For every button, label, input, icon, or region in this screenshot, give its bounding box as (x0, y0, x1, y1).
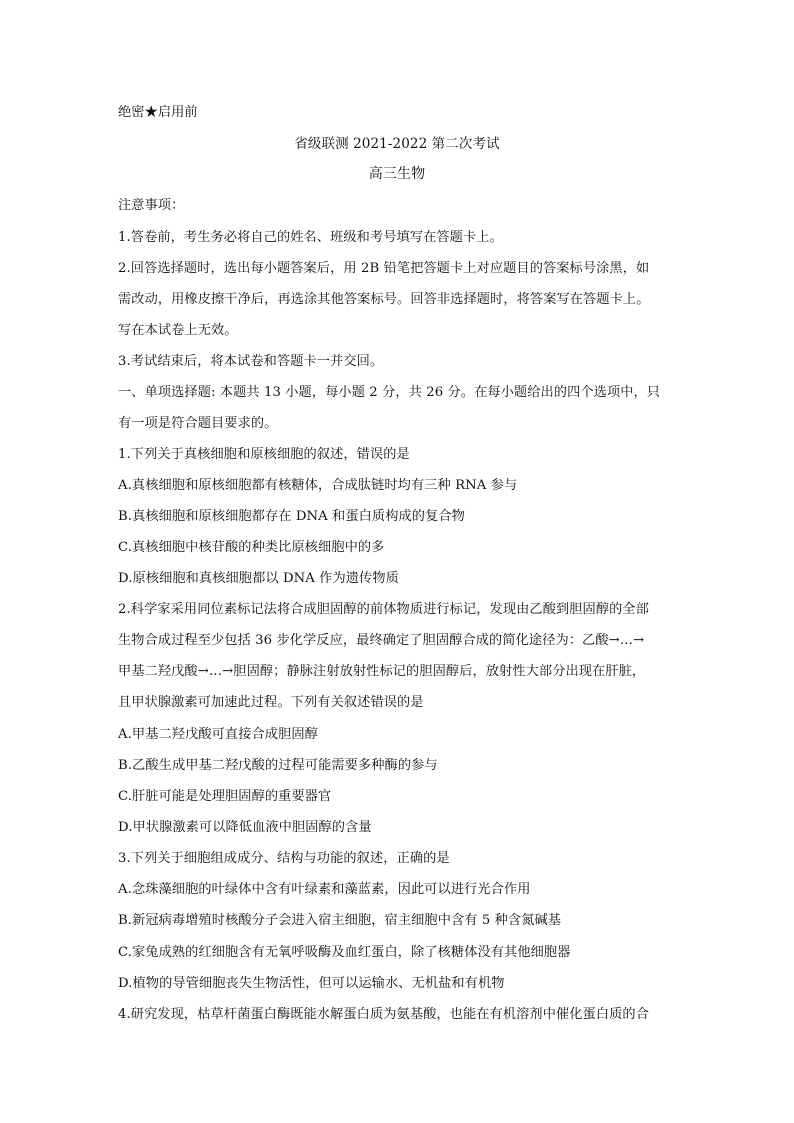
question-2-stem-line-4: 且甲状腺激素可加速此过程。下列有关叙述错误的是 (118, 695, 424, 710)
notice-item-2-line-3: 写在本试卷上无效。 (118, 323, 238, 338)
question-3-stem: 3.下列关于细胞组成成分、结构与功能的叙述，正确的是 (118, 851, 450, 866)
confidential-label: 绝密★启用前 (118, 105, 198, 120)
question-3-option-b: B.新冠病毒增殖时核酸分子会进入宿主细胞，宿主细胞中含有 5 种含氮碱基 (118, 913, 562, 928)
question-1-option-d: D.原核细胞和真核细胞都以 DNA 作为遗传物质 (118, 571, 399, 586)
section-intro-line-1: 一、单项选择题: 本题共 13 小题，每小题 2 分，共 26 分。在每小题给出的四个选项中，只 (118, 385, 661, 400)
question-1-option-a: A.真核细胞和原核细胞都有核糖体，合成肽链时均有三种 RNA 参与 (118, 478, 518, 493)
question-3-option-a: A.念珠藻细胞的叶绿体中含有叶绿素和藻蓝素，因此可以进行光合作用 (118, 882, 531, 897)
question-2-option-c: C.肝脏可能是处理胆固醇的重要器官 (118, 789, 332, 804)
notice-heading: 注意事项： (118, 198, 185, 213)
question-2-stem-line-3: 甲基二羟戊酸→…→胆固醇；静脉注射放射性标记的胆固醇后，放射性大部分出现在肝脏， (118, 664, 646, 679)
question-1-option-c: C.真核细胞中核苷酸的种类比原核细胞中的多 (118, 540, 385, 555)
question-2-option-a: A.甲基二羟戊酸可直接合成胆固醇 (118, 727, 318, 742)
question-2-option-b: B.乙酸生成甲基二羟戊酸的过程可能需要多种酶的参与 (118, 758, 438, 773)
question-2-option-d: D.甲状腺激素可以降低血液中胆固醇的含量 (118, 820, 372, 835)
question-3-option-d: D.植物的导管细胞丧失生物活性，但可以运输水、无机盐和有机物 (118, 976, 505, 991)
question-3-option-c: C.家兔成熟的红细胞含有无氧呼吸酶及血红蛋白，除了核糖体没有其他细胞器 (118, 945, 571, 960)
question-4-stem-line-1: 4.研究发现，枯草杆菌蛋白酶既能水解蛋白质为氨基酸，也能在有机溶剂中催化蛋白质的合 (118, 1007, 649, 1022)
notice-item-2-line-2: 需改动，用橡皮擦干净后，再选涂其他答案标号。回答非选择题时，将答案写在答题卡上。 (118, 292, 650, 307)
exam-title: 省级联测 2021-2022 第二次考试 (294, 136, 500, 152)
notice-item-1: 1.答卷前，考生务必将自己的姓名、班级和考号填写在答题卡上。 (118, 230, 503, 245)
subject-title: 高三生物 (368, 166, 426, 182)
section-intro-line-2: 有一项是符合题目要求的。 (118, 416, 278, 431)
question-1-stem: 1.下列关于真核细胞和原核细胞的叙述，错误的是 (118, 447, 410, 462)
question-1-option-b: B.真核细胞和原核细胞都存在 DNA 和蛋白质构成的复合物 (118, 509, 465, 524)
question-2-stem-line-2: 生物合成过程至少包括 36 步化学反应，最终确定了胆固醇合成的简化途径为：乙酸→…→ (118, 633, 645, 648)
notice-item-3: 3.考试结束后，将本试卷和答题卡一并交回。 (118, 354, 384, 369)
notice-item-2-line-1: 2.回答选择题时，选出每小题答案后，用 2B 铅笔把答题卡上对应题目的答案标号涂黑，如 (118, 261, 650, 276)
question-2-stem-line-1: 2.科学家采用同位素标记法将合成胆固醇的前体物质进行标记，发现由乙酸到胆固醇的全部 (118, 602, 649, 617)
